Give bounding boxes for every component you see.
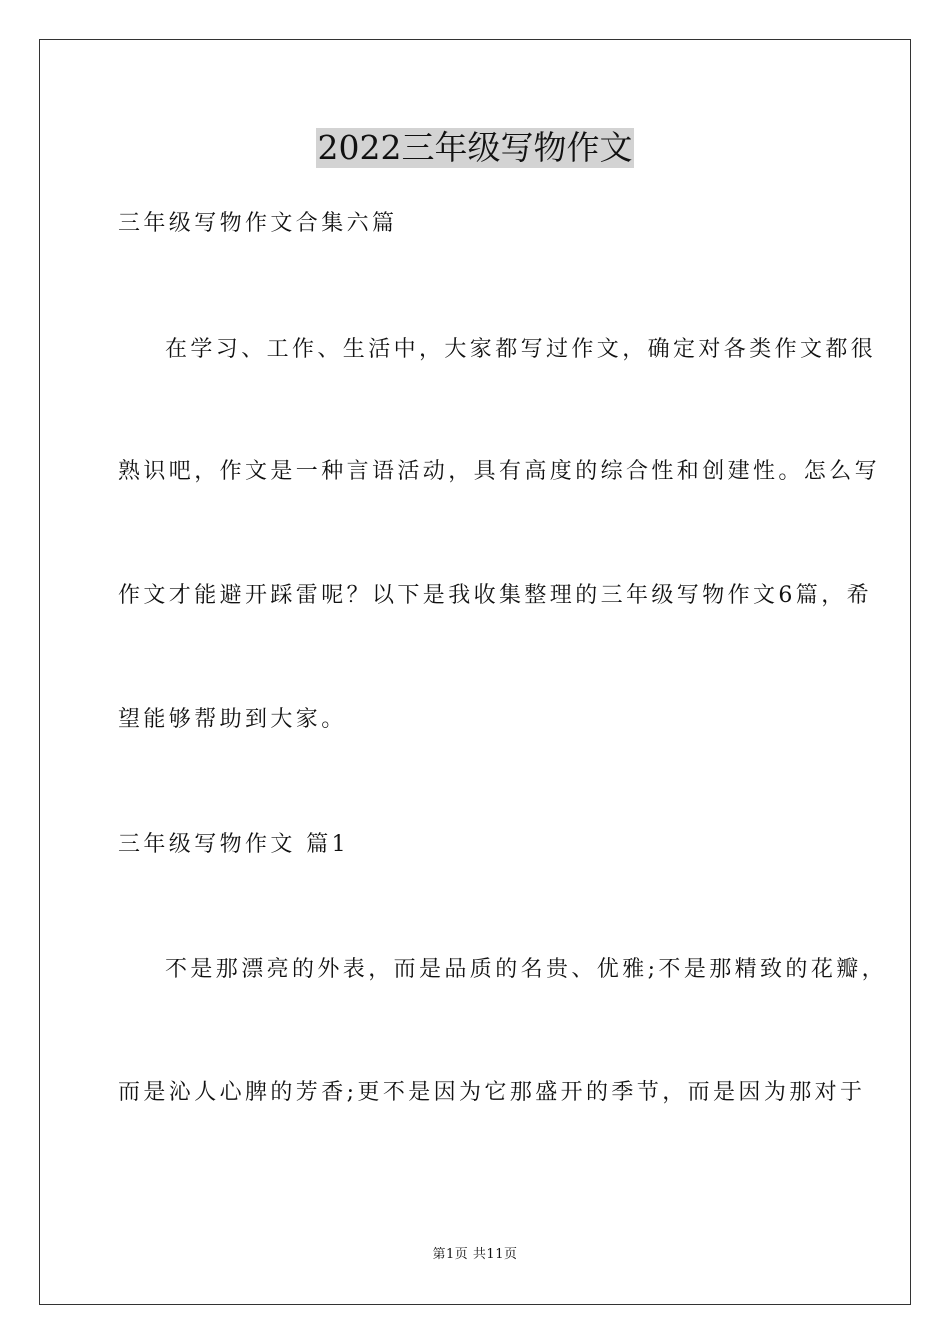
paragraph-line: 作文才能避开踩雷呢？以下是我收集整理的三年级写物作文6篇，希 (118, 583, 872, 608)
paragraph-line: 望能够帮助到大家。 (118, 707, 347, 732)
paragraph-line: 而是沁人心脾的芳香;更不是因为它那盛开的季节，而是因为那对于 (118, 1080, 866, 1105)
paragraph-line: 不是那漂亮的外表，而是品质的名贵、优雅;不是那精致的花瓣， (165, 957, 888, 982)
paragraph-line: 在学习、工作、生活中，大家都写过作文，确定对各类作文都很 (165, 337, 877, 362)
document-subtitle: 三年级写物作文合集六篇 (118, 211, 398, 236)
title-container (0, 128, 950, 168)
document-title: 2022三年级写物作文 (317, 128, 633, 167)
page-footer: 第1页 共11页 (432, 1247, 518, 1262)
paragraph-line: 熟识吧，作文是一种言语活动，具有高度的综合性和创建性。怎么写 (118, 459, 881, 484)
section-heading: 三年级写物作文 篇1 (118, 832, 349, 857)
